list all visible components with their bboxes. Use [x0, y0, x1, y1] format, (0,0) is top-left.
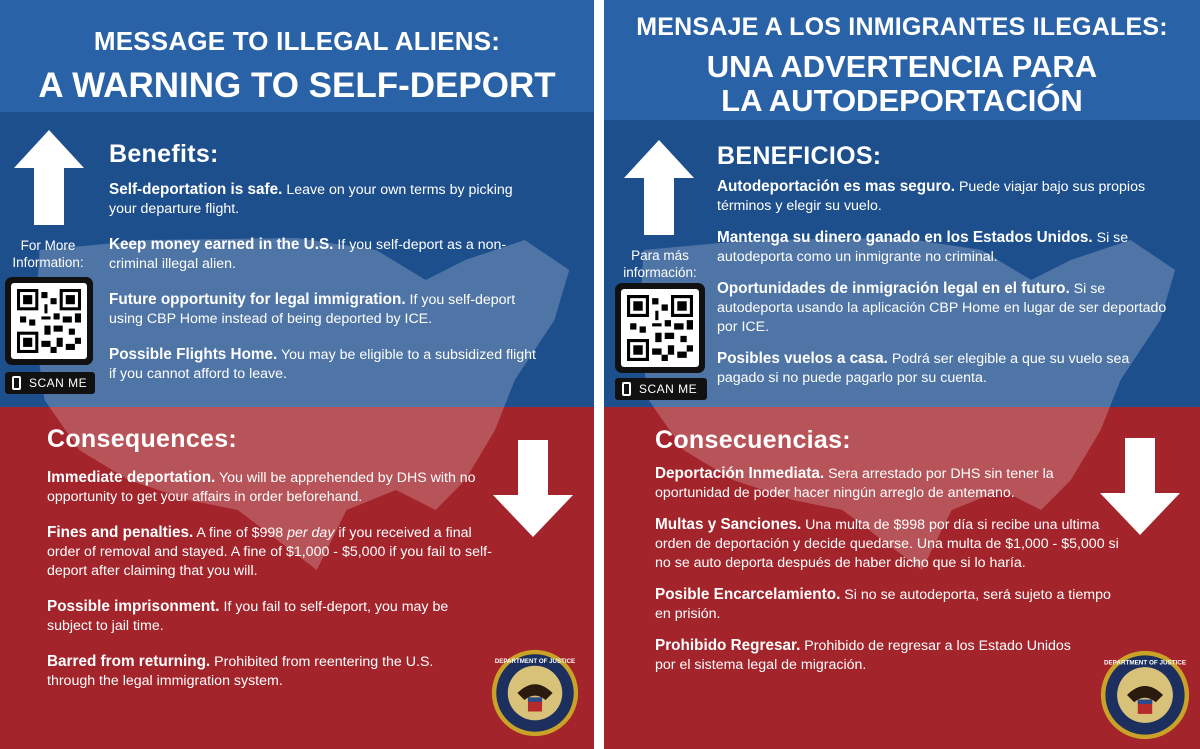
- phone-icon: [622, 382, 631, 396]
- scan-me-button[interactable]: SCAN ME: [615, 378, 707, 400]
- qr-code[interactable]: [615, 283, 705, 373]
- english-flyer: [0, 0, 594, 749]
- benefits-title: Benefits:: [109, 140, 219, 168]
- consequence-item: Posible Encarcelamiento. Si no se autodeporta, será sujeto a tiempo en prisión.: [655, 586, 1111, 622]
- consequences-list: [47, 468, 507, 691]
- consecuencias-list: [655, 464, 1125, 675]
- arrow-down-icon: [493, 440, 573, 537]
- qr-code-icon: [17, 289, 81, 353]
- svg-text:DEPARTMENT OF JUSTICE: DEPARTMENT OF JUSTICE: [494, 658, 576, 666]
- consequence-item: Possible imprisonment. If you fail to self-deport, you may be subject to jail time.: [47, 598, 449, 634]
- arrow-up-icon: [14, 130, 84, 225]
- svg-text:DEPARTMENT OF JUSTICE: DEPARTMENT OF JUSTICE: [1103, 659, 1187, 667]
- benefit-item: Future opportunity for legal immigration. If you self-deport using CBP Home instead of being deported by ICE.: [109, 291, 516, 327]
- consequence-item: Multas y Sanciones. Una multa de $998 por día si recibe una ultima orden de deportación y decide quedarse. Una multa de $1,000 - $5,000 si no se auto deporta después de haber dicho que si lo haría.: [655, 516, 1119, 571]
- header-subtitle: MENSAJE A LOS INMIGRANTES ILEGALES:: [636, 13, 1168, 41]
- consequence-item: Deportación Inmediata. Sera arrestado por DHS sin tener la oportunidad de poder hacer ningún arreglo de antemano.: [655, 465, 1054, 501]
- scan-me-button[interactable]: SCAN ME: [5, 372, 95, 394]
- qr-code-icon: [627, 295, 693, 361]
- phone-icon: [12, 376, 21, 390]
- benefit-item: Mantenga su dinero ganado en los Estados Unidos. Si se autodeporta como un inmigrante no criminal.: [717, 229, 1129, 265]
- benefit-item: Keep money earned in the U.S. If you self-deport as a non-criminal illegal alien.: [109, 236, 507, 272]
- department-of-justice-seal: [491, 649, 579, 737]
- flyer-header: [604, 0, 1200, 120]
- consequence-item: Barred from returning. Prohibited from reentering the U.S. through the legal immigration system.: [47, 653, 434, 689]
- consequence-item: Fines and penalties. A fine of $998 per day if you received a final order of removal and stayed. A fine of $1,000 - $5,000 if you fail to self-deport after claiming that you will.: [47, 524, 492, 579]
- qr-code[interactable]: [5, 277, 93, 365]
- consequence-item: Prohibido Regresar. Prohibido de regresar a los Estado Unidos por el sistema legal de migración.: [655, 637, 1071, 673]
- header-title: A WARNING TO SELF-DEPORT: [38, 66, 556, 105]
- benefit-item: Possible Flights Home. You may be eligible to a subsidized flight if you cannot afford to leave.: [109, 346, 536, 382]
- panel-divider: [594, 0, 604, 749]
- benefits-list: [109, 180, 539, 384]
- flyer-header: [0, 0, 594, 112]
- benefit-item: Posibles vuelos a casa. Podrá ser elegible a que su vuelo sea pagado si no puede pagarlo por su cuenta.: [717, 350, 1130, 386]
- more-info-label: For More Information:: [12, 238, 84, 270]
- spanish-flyer: [604, 0, 1200, 749]
- department-of-justice-seal: [1100, 650, 1190, 740]
- header-title: UNA ADVERTENCIA PARA LA AUTODEPORTACIÓN: [706, 49, 1098, 118]
- header-subtitle: MESSAGE TO ILLEGAL ALIENS:: [93, 26, 501, 56]
- beneficios-list: [717, 177, 1167, 388]
- beneficios-title: BENEFICIOS:: [717, 142, 882, 170]
- consequence-item: Immediate deportation. You will be apprehended by DHS with no opportunity to get your affairs in order beforehand.: [47, 469, 476, 505]
- more-info-label: Para más información:: [623, 248, 697, 280]
- benefit-item: Oportunidades de inmigración legal en el futuro. Si se autodeporta usando la aplicación CBP Home en lugar de ser deportado por ICE.: [717, 280, 1167, 335]
- arrow-up-icon: [624, 140, 694, 235]
- benefit-item: Self-deportation is safe. Leave on your own terms by picking your departure flight.: [109, 181, 513, 217]
- arrow-down-icon: [1100, 438, 1180, 535]
- consecuencias-title: Consecuencias:: [655, 426, 851, 454]
- consequences-title: Consequences:: [47, 425, 238, 453]
- benefit-item: Autodeportación es mas seguro. Puede viajar bajo sus propios términos y elegir su vuelo.: [717, 178, 1146, 214]
